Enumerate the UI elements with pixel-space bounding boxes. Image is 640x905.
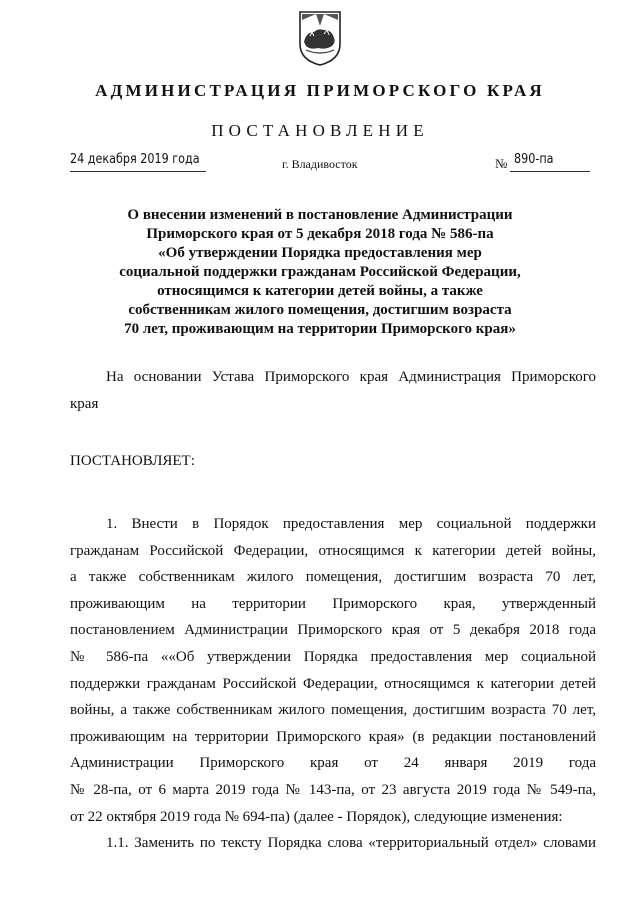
body-line: проживающим на территории Приморского края» (в редакции постановлений [70,728,596,745]
document-subject [90,206,550,339]
number-label: № [495,156,508,171]
body-line: поддержки гражданам Российской Федерации, относящимся к категории детей [70,675,596,692]
subject-line: социальной поддержки гражданам Российской Федерации, [119,264,521,280]
body-line: от 22 октября 2019 года № 694-па) (далее - Порядок), следующие изменения: [70,808,563,825]
document-type: ПОСТАНОВЛЕНИЕ [211,121,429,140]
body-text [70,511,596,857]
body-line: Администрации Приморского края от 24 января 2019 года [70,755,596,772]
body-line: гражданам Российской Федерации, относящимся к категории детей войны, [70,542,596,559]
document-city: г. Владивосток [282,157,358,171]
body-line: 1.1. Заменить по тексту Порядка слова «территориальный отдел» словами [106,835,596,852]
body-line: постановлением Администрации Приморского края от 5 декабря 2018 года [70,622,596,639]
number-underline [510,171,590,172]
subject-line: О внесении изменений в постановление Администрации [127,207,513,223]
basis-line: края [70,396,99,412]
subject-line: 70 лет, проживающим на территории Приморского края» [124,321,516,337]
subject-line: «Об утверждении Порядка предоставления мер [158,245,482,261]
body-line: 1. Внести в Порядок предоставления мер социальной поддержки [106,516,596,532]
date-underline [70,171,206,172]
subject-line: относящимся к категории детей войны, а также [157,283,483,299]
document-number: 890-па [514,152,554,167]
basis-paragraph [70,364,596,418]
document-date: 24 декабря 2019 года [70,152,200,167]
body-line: войны, а также собственникам жилого помещения, достигшим возраста 70 лет, [70,702,596,719]
body-line: а также собственникам жилого помещения, достигшим возраста 70 лет, [70,569,596,586]
subject-line: собственникам жилого помещения, достигшим возраста [128,302,512,318]
resolves-heading: ПОСТАНОВЛЯЕТ: [70,453,195,469]
coat-of-arms-icon [298,10,342,66]
body-line: проживающим на территории Приморского края, утвержденный [70,595,596,612]
body-line: № 28-па, от 6 марта 2019 года № 143-па, от 23 августа 2019 года № 549-па, [70,781,596,798]
basis-line: На основании Устава Приморского края Администрация Приморского [106,369,596,385]
body-line: № 586-па ««Об утверждении Порядка предоставления мер социальной [70,648,596,665]
organization-title: АДМИНИСТРАЦИЯ ПРИМОРСКОГО КРАЯ [95,81,545,100]
subject-line: Приморского края от 5 декабря 2018 года № 586-па [146,226,494,242]
